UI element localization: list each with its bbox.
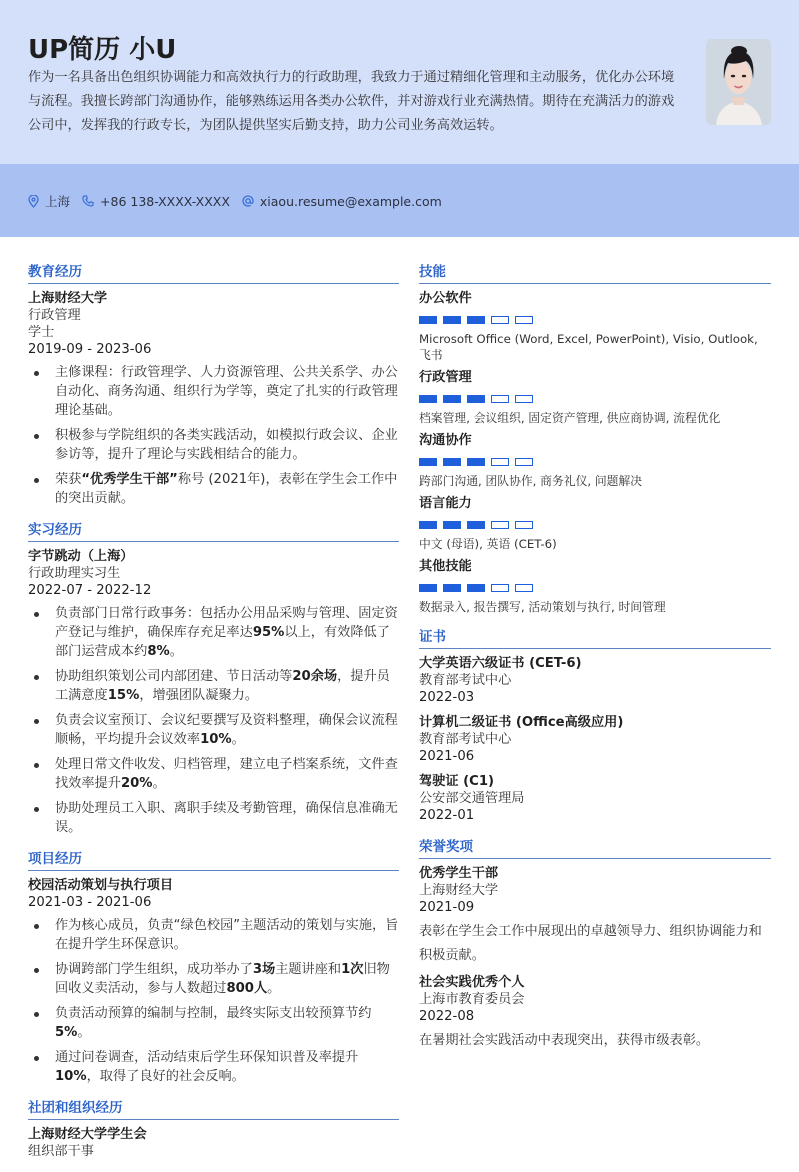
- skill-desc: 数据录入, 报告撰写, 活动策划与执行, 时间管理: [419, 600, 666, 614]
- certificate-name: 驾驶证 (C1): [419, 774, 495, 789]
- skill-name: 语言能力: [419, 496, 472, 511]
- internship-bullet: 负责部门日常行政事务：包括办公用品采购与管理、固定资产登记与维护，确保库存充足率达95%以上，有效降低了部门运营成本约8%。: [28, 604, 399, 661]
- company-name: 字节跳动（上海）: [28, 549, 134, 564]
- certificate-date: 2022-01: [419, 808, 475, 823]
- profile-summary: 作为一名具备出色组织协调能力和高效执行力的行政助理，我致力于通过精细化管理和主动服务，优化办公环境与流程。我擅长跨部门沟通协作，能够熟练运用各类办公软件，并对游戏行业充满热情。期待在充满活力的游戏公司中，发挥我的行政专长，为团队提供坚实后勤支持，助力公司业务高效运转。: [28, 70, 675, 133]
- education-date: 2019-09 - 2023-06: [28, 342, 152, 357]
- internship-date: 2022-07 - 2022-12: [28, 583, 152, 598]
- project-name: 校园活动策划与执行项目: [28, 878, 174, 893]
- award-desc: 表彰在学生会工作中展现出的卓越领导力、组织协调能力和积极贡献。: [419, 924, 762, 963]
- section-title-education: 教育经历: [28, 262, 399, 284]
- certificate-entry: [419, 714, 771, 766]
- organization-role: 组织部干事: [28, 1144, 94, 1159]
- job-role: 行政助理实习生: [28, 566, 121, 581]
- internship-bullet: 处理日常文件收发、归档管理，建立电子档案系统，文件查找效率提升20%。: [28, 755, 399, 793]
- internship-bullet: 负责会议室预订、会议纪要撰写及资料整理，确保会议流程顺畅，平均提升会议效率10%。: [28, 711, 399, 749]
- certificate-date: 2022-03: [419, 690, 475, 705]
- section-title-certificates: 证书: [419, 627, 771, 649]
- profile-photo: [706, 39, 771, 125]
- skill-name: 行政管理: [419, 370, 472, 385]
- certificate-entry: [419, 773, 771, 825]
- email-at-icon: [242, 195, 254, 207]
- right-column: [419, 262, 771, 1065]
- skill-item: [419, 369, 771, 426]
- skill-item: [419, 495, 771, 552]
- section-title-skills: 技能: [419, 262, 771, 284]
- project-bullet: 通过问卷调查，活动结束后学生环保知识普及率提升10%，取得了良好的社会反响。: [28, 1048, 399, 1086]
- award-date: 2021-09: [419, 900, 475, 915]
- internship-bullet: 协助组织策划公司内部团建、节日活动等20余场，提升员工满意度15%，增强团队凝聚力。: [28, 667, 399, 705]
- education-entry: [28, 290, 399, 508]
- portrait-icon: [706, 39, 771, 125]
- resume-header: [0, 0, 799, 164]
- phone-icon: [82, 195, 94, 207]
- internship-section: [28, 520, 399, 837]
- certificate-date: 2021-06: [419, 749, 475, 764]
- organization-name: 上海财经大学学生会: [28, 1127, 147, 1142]
- organizations-section: [28, 1098, 399, 1160]
- left-column: [28, 262, 399, 1172]
- contact-email[interactable]: [242, 194, 442, 209]
- education-bullet: 积极参与学院组织的各类实践活动，如模拟行政会议、企业参访等，提升了理论与实践相结合的能力。: [28, 426, 399, 464]
- candidate-name: UP简历 小U: [28, 35, 177, 65]
- section-title-organizations: 社团和组织经历: [28, 1098, 399, 1120]
- awards-section: [419, 837, 771, 1053]
- skill-name: 其他技能: [419, 559, 472, 574]
- certificate-issuer: 教育部考试中心: [419, 673, 512, 688]
- project-bullet: 作为核心成员，负责“绿色校园”主题活动的策划与实施，旨在提升学生环保意识。: [28, 916, 399, 954]
- award-name: 优秀学生干部: [419, 866, 499, 881]
- skill-name: 办公软件: [419, 291, 472, 306]
- education-section: [28, 262, 399, 508]
- section-title-projects: 项目经历: [28, 849, 399, 871]
- skill-item: [419, 290, 771, 363]
- email-text: xiaou.resume@example.com: [259, 193, 442, 209]
- award-name: 社会实践优秀个人: [419, 975, 525, 990]
- education-bullet: 主修课程：行政管理学、人力资源管理、公共关系学、办公自动化、商务沟通、组织行为学等，奠定了扎实的行政管理理论基础。: [28, 363, 399, 420]
- internship-bullet: 协助处理员工入职、离职手续及考勤管理，确保信息准确无误。: [28, 799, 399, 837]
- contact-phone[interactable]: [82, 194, 230, 209]
- award-issuer: 上海财经大学: [419, 883, 499, 898]
- certificates-section: [419, 627, 771, 825]
- school-name: 上海财经大学: [28, 291, 108, 306]
- skill-name: 沟通协作: [419, 433, 472, 448]
- award-desc: 在暑期社会实践活动中表现突出，获得市级表彰。: [419, 1033, 710, 1048]
- award-date: 2022-08: [419, 1009, 475, 1024]
- skill-desc: 档案管理, 会议组织, 固定资产管理, 供应商协调, 流程优化: [419, 411, 721, 425]
- skill-level-meter: [419, 584, 771, 592]
- project-entry: [28, 877, 399, 1086]
- certificate-entry: [419, 655, 771, 707]
- organization-entry: [28, 1126, 399, 1160]
- major: 行政管理: [28, 308, 81, 323]
- skill-item: [419, 432, 771, 489]
- certificate-issuer: 公安部交通管理局: [419, 791, 525, 806]
- contact-bar: [0, 164, 799, 237]
- skill-desc: 跨部门沟通, 团队协作, 商务礼仪, 问题解决: [419, 474, 643, 488]
- skill-level-meter: [419, 316, 771, 324]
- project-date: 2021-03 - 2021-06: [28, 895, 152, 910]
- award-entry: [419, 865, 771, 968]
- internship-entry: [28, 548, 399, 837]
- award-issuer: 上海市教育委员会: [419, 992, 525, 1007]
- skill-level-meter: [419, 521, 771, 529]
- skill-level-meter: [419, 395, 771, 403]
- skill-item: [419, 558, 771, 615]
- phone-text: +86 138-XXXX-XXXX: [100, 193, 230, 209]
- location-text: 上海: [45, 194, 71, 209]
- contact-location: [28, 192, 70, 210]
- education-bullet: 荣获“优秀学生干部”称号 (2021年)，表彰在学生会工作中的突出贡献。: [28, 470, 399, 508]
- skill-level-meter: [419, 458, 771, 466]
- project-bullet: 负责活动预算的编制与控制，最终实际支出较预算节约5%。: [28, 1004, 399, 1042]
- skill-desc: 中文 (母语), 英语 (CET-6): [419, 537, 557, 551]
- project-bullet: 协调跨部门学生组织，成功举办了3场主题讲座和1次旧物回收义卖活动，参与人数超过800人。: [28, 960, 399, 998]
- skill-desc: Microsoft Office (Word, Excel, PowerPoint), Visio, Outlook, 飞书: [419, 332, 758, 362]
- skills-section: [419, 262, 771, 615]
- section-title-internship: 实习经历: [28, 520, 399, 542]
- certificate-name: 大学英语六级证书 (CET-6): [419, 656, 582, 671]
- section-title-awards: 荣誉奖项: [419, 837, 771, 859]
- projects-section: [28, 849, 399, 1086]
- degree: 学士: [28, 325, 55, 340]
- location-pin-icon: [28, 195, 39, 208]
- certificate-issuer: 教育部考试中心: [419, 732, 512, 747]
- certificate-name: 计算机二级证书 (Office高级应用): [419, 715, 624, 730]
- award-entry: [419, 974, 771, 1053]
